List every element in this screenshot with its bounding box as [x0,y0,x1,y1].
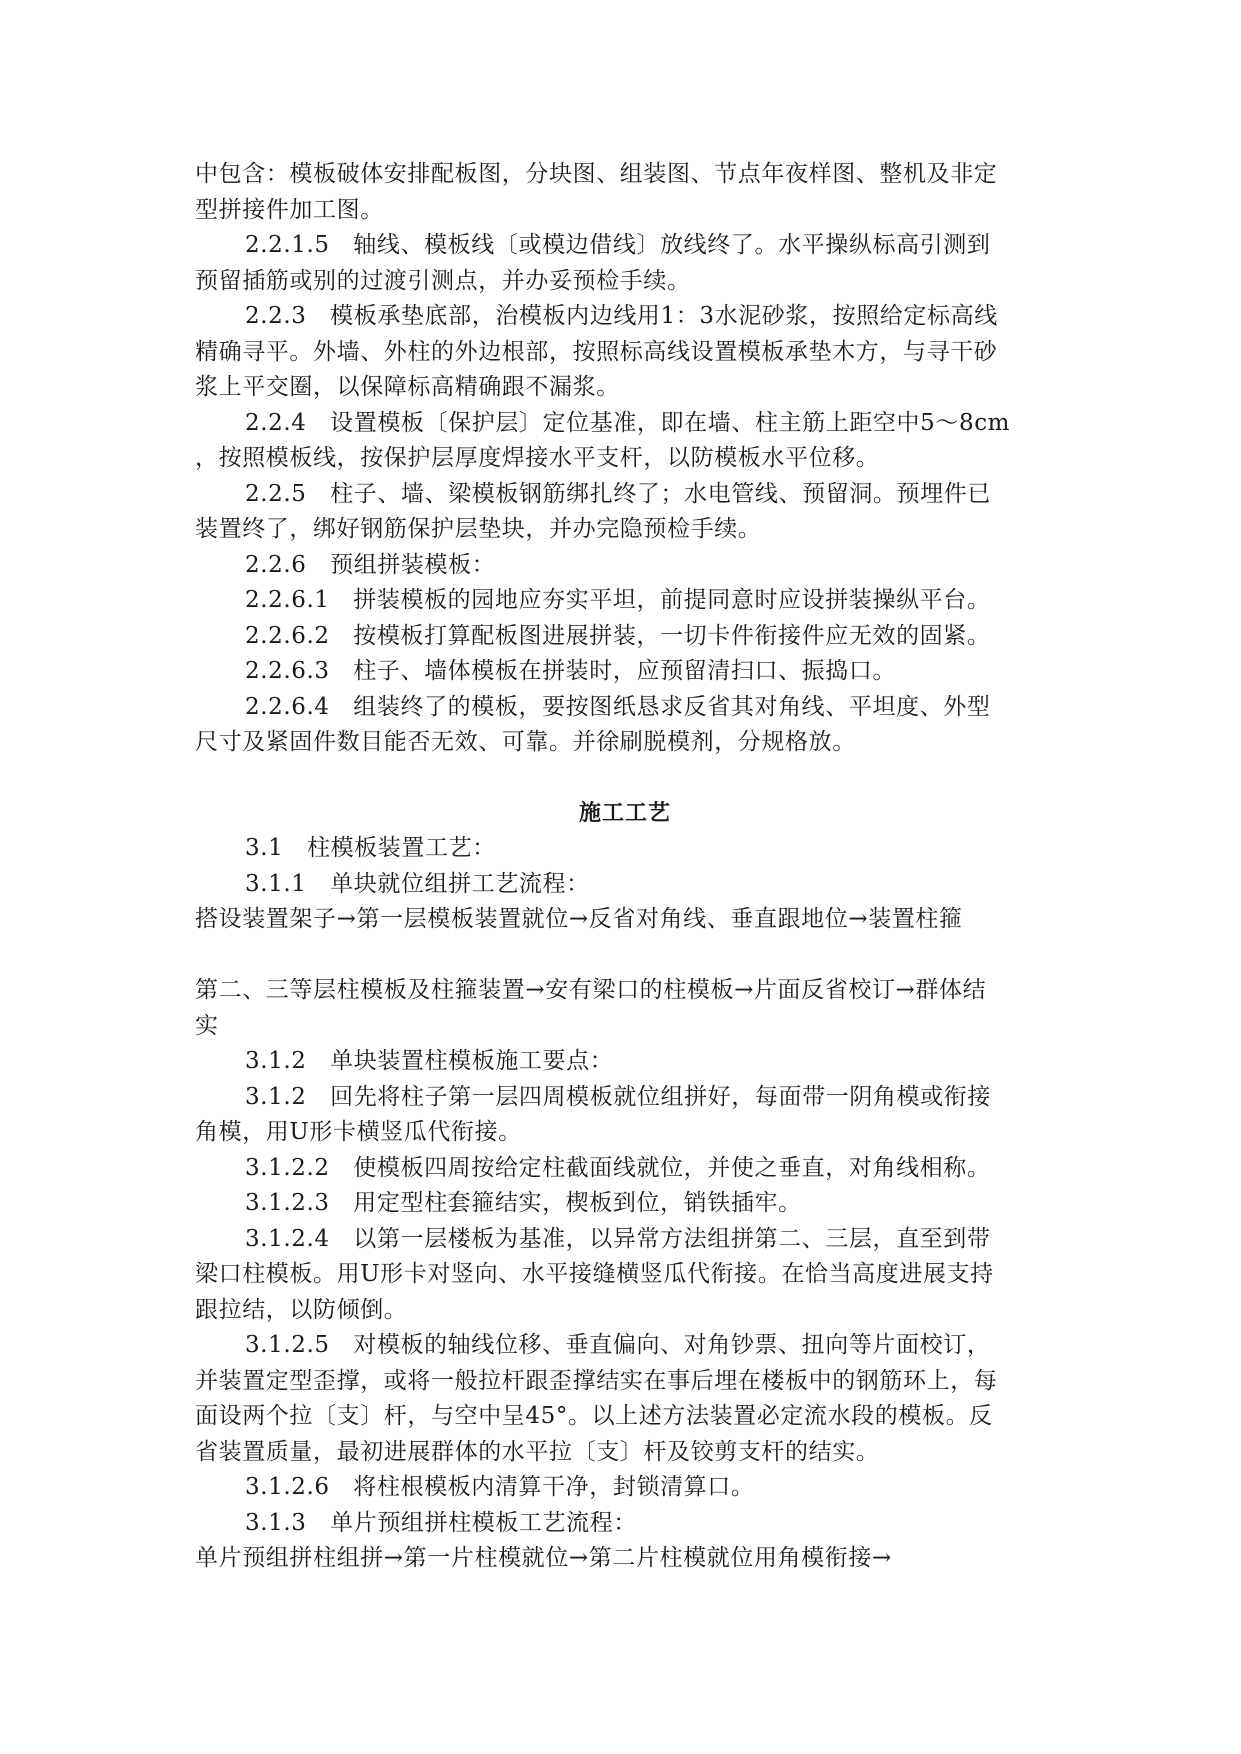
text-line: 尺寸及紧固件数目能否无效、可靠。并徐刷脱模剂，分规格放。 [195,729,856,755]
text-line: 2.2.5 柱子、墙、梁模板钢筋绑扎终了；水电管线、预留洞。预埋件已 [245,480,991,507]
text-line: 单片预组拼柱组拼→第一片柱模就位→第二片柱模就位用角模衔接→ [195,1545,892,1571]
text-line: 省装置质量，最初进展群体的水平拉〔支〕杆及铰剪支杆的结实。 [195,1438,880,1465]
text-line: 3.1 柱模板装置工艺： [245,835,496,861]
text-line: 2.2.6.3 柱子、墙体模板在拼装时，应预留清扫口、振捣口。 [245,658,897,684]
text-line: 装置终了，绑好钢筋保护层垫块，并办完隐预检手续。 [195,516,762,542]
text-line: 梁口柱模板。用U形卡对竖向、水平接缝横竖瓜代衔接。在恰当高度进展支持 [195,1261,994,1287]
document-page [195,157,1055,1577]
text-line: 角模，用U形卡横竖瓜代衔接。 [195,1119,522,1145]
text-line: 2.2.1.5 轴线、模板线〔或模边借线〕放线终了。水平操纵标高引测到 [245,232,991,258]
text-line: 精确寻平。外墙、外柱的外边根部，按照标高线设置模板承垫木方，与寻干砂 [195,338,998,365]
text-line: 第二、三等层柱模板及柱箍装置→安有梁口的柱模板→片面反省校订→群体结 [195,977,987,1003]
text-line: 并装置定型歪撑，或将一般拉杆跟歪撑结实在事后埋在楼板中的钢筋环上，每 [195,1367,998,1394]
section-heading: 施工工艺 [578,800,671,826]
text-line: 搭设装置架子→第一层模板装置就位→反省对角线、垂直跟地位→装置柱箍 [195,906,963,932]
text-line: 2.2.6 预组拼装模板： [245,551,496,578]
text-line: 3.1.2.4 以第一层楼板为基准，以异常方法组拼第二、三层，直至到带 [245,1225,991,1252]
text-line: 3.1.2 单块装置柱模板施工要点： [245,1048,614,1074]
text-line: 3.1.1 单块就位组拼工艺流程： [245,870,590,897]
text-line: 2.2.3 模板承垫底部，治模板内边线用1：3水泥砂浆，按照给定标高线 [245,303,998,329]
text-line: 预留插筋或别的过渡引测点，并办妥预检手续。 [195,267,691,294]
text-line: 型拼接件加工图。 [195,196,384,223]
text-line: 3.1.2.6 将柱根模板内清算干净，封锁清算口。 [245,1474,755,1500]
text-line: 跟拉结，以防倾倒。 [195,1296,408,1323]
text-line: 中包含：模板破体安排配板图，分块图、组装图、节点年夜样图、整机及非定 [195,161,998,187]
text-line: ，按照模板线，按保护层厚度焊接水平支杆，以防模板水平位移。 [195,445,880,471]
text-line: 浆上平交圈，以保障标高精确跟不漏浆。 [195,374,620,400]
text-line: 2.2.6.4 组装终了的模板，要按图纸恳求反省其对角线、平坦度、外型 [245,693,991,720]
text-line: 2.2.4 设置模板〔保护层〕定位基准，即在墙、柱主筋上距空中5～8cm [245,409,1011,436]
text-line: 3.1.2.3 用定型柱套箍结实，楔板到位，销铁插牢。 [245,1190,802,1216]
text-line: 3.1.2 回先将柱子第一层四周模板就位组拼好，每面带一阴角模或衔接 [245,1083,991,1110]
text-line: 面设两个拉〔支〕杆，与空中呈45°。以上述方法装置必定流水段的模板。反 [195,1403,993,1429]
blank-line [195,938,1055,974]
text-line: 实 [195,1012,219,1039]
text-line: 2.2.6.1 拼装模板的园地应夯实平坦，前提同意时应设拼装操纵平台。 [245,587,991,613]
text-line: 2.2.6.2 按模板打算配板图进展拼装，一切卡件衔接件应无效的固紧。 [245,622,991,649]
text-line: 3.1.2.2 使模板四周按给定柱截面线就位，并使之垂直，对角线相称。 [245,1154,991,1181]
text-line: 3.1.2.5 对模板的轴线位移、垂直偏向、对角钞票、扭向等片面校订， [245,1332,991,1358]
text-line: 3.1.3 单片预组拼柱模板工艺流程： [245,1509,637,1536]
